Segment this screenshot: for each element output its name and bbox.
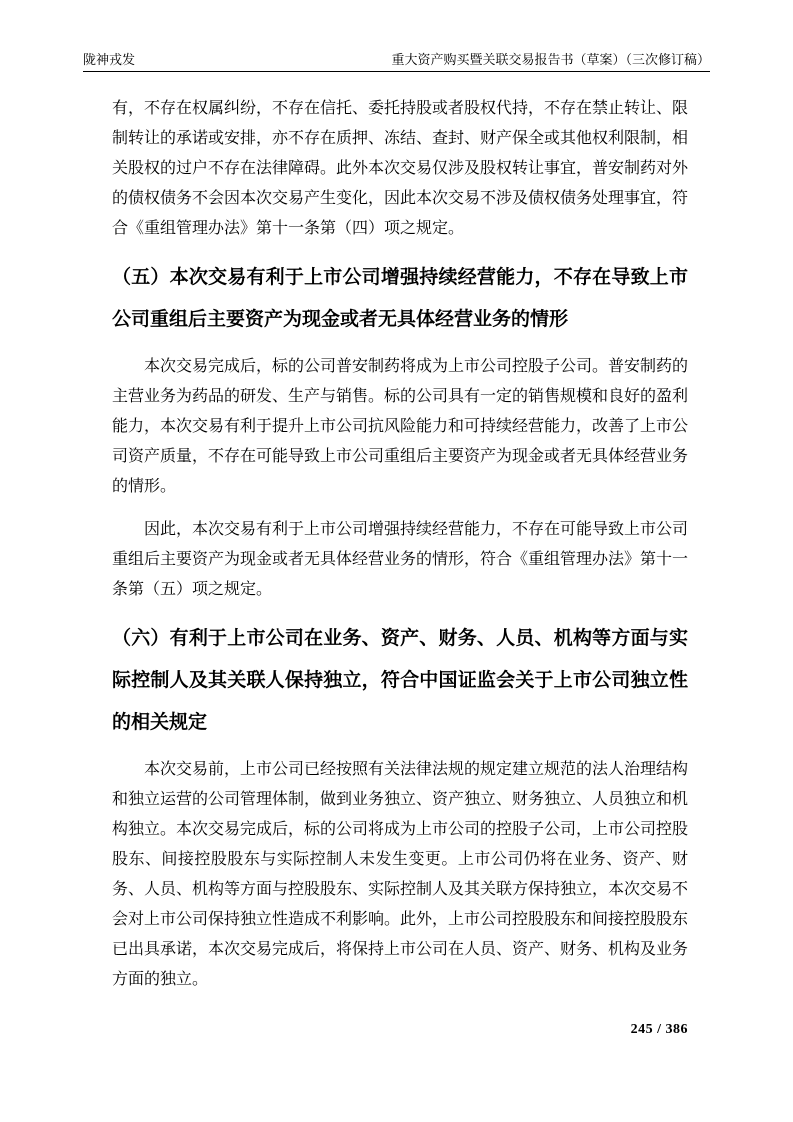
paragraph-share-transfer: 有，不存在权属纠纷，不存在信托、委托持股或者股权代持，不存在禁止转让、限制转让的承诺或安排，亦不存在质押、冻结、查封、财产保全或其他权利限制，相关股权的过户不存在法律障碍。此外本次交易仅涉及股权转让事宜，普安制药对外的债权债务不会因本次交易产生变化，因此本次交易不涉及债权债务处理事宜，符合《重组管理办法》第十一条第（四）项之规定。	[112, 100, 689, 237]
paragraph-transaction-effect: 本次交易完成后，标的公司普安制药将成为上市公司控股子公司。普安制药的主营业务为药品的研发、生产与销售。标的公司具有一定的销售规模和良好的盈利能力，本次交易有利于提升上市公司抗风险能力和可持续经营能力，改善了上市公司资产质量，不存在可能导致上市公司重组后主要资产为现金或者无具体经营业务的情形。	[112, 358, 689, 495]
section-heading-5: （五）本次交易有利于上市公司增强持续经营能力，不存在导致上市公司重组后主要资产为现金或者无具体经营业务的情形	[112, 267, 688, 330]
page-footer	[631, 1022, 688, 1038]
document-body	[112, 94, 688, 995]
header-company-name: 陇神戎发	[83, 52, 136, 67]
paragraph-conclusion-clause5: 因此，本次交易有利于上市公司增强持续经营能力，不存在可能导致上市公司重组后主要资产为现金或者无具体经营业务的情形，符合《重组管理办法》第十一条第（五）项之规定。	[112, 521, 689, 598]
section-heading-6: （六）有利于上市公司在业务、资产、财务、人员、机构等方面与实际控制人及其关联人保持独立，符合中国证监会关于上市公司独立性的相关规定	[112, 628, 688, 733]
header-document-title: 重大资产购买暨关联交易报告书（草案）（三次修订稿）	[391, 52, 710, 67]
paragraph-independence: 本次交易前，上市公司已经按照有关法律法规的规定建立规范的法人治理结构和独立运营的公司管理体制，做到业务独立、资产独立、财务独立、人员独立和机构独立。本次交易完成后，标的公司将成为上市公司的控股子公司，上市公司控股股东、间接控股股东与实际控制人未发生变更。上市公司仍将在业务、资产、财务、人员、机构等方面与控股股东、实际控制人及其关联方保持独立，本次交易不会对上市公司保持独立性造成不利影响。此外，上市公司控股股东和间接控股股东已出具承诺，本次交易完成后，将保持上市公司在人员、资产、财务、机构及业务方面的独立。	[112, 761, 689, 988]
page-number: 245 / 386	[630, 1022, 688, 1037]
page-header	[83, 52, 710, 72]
